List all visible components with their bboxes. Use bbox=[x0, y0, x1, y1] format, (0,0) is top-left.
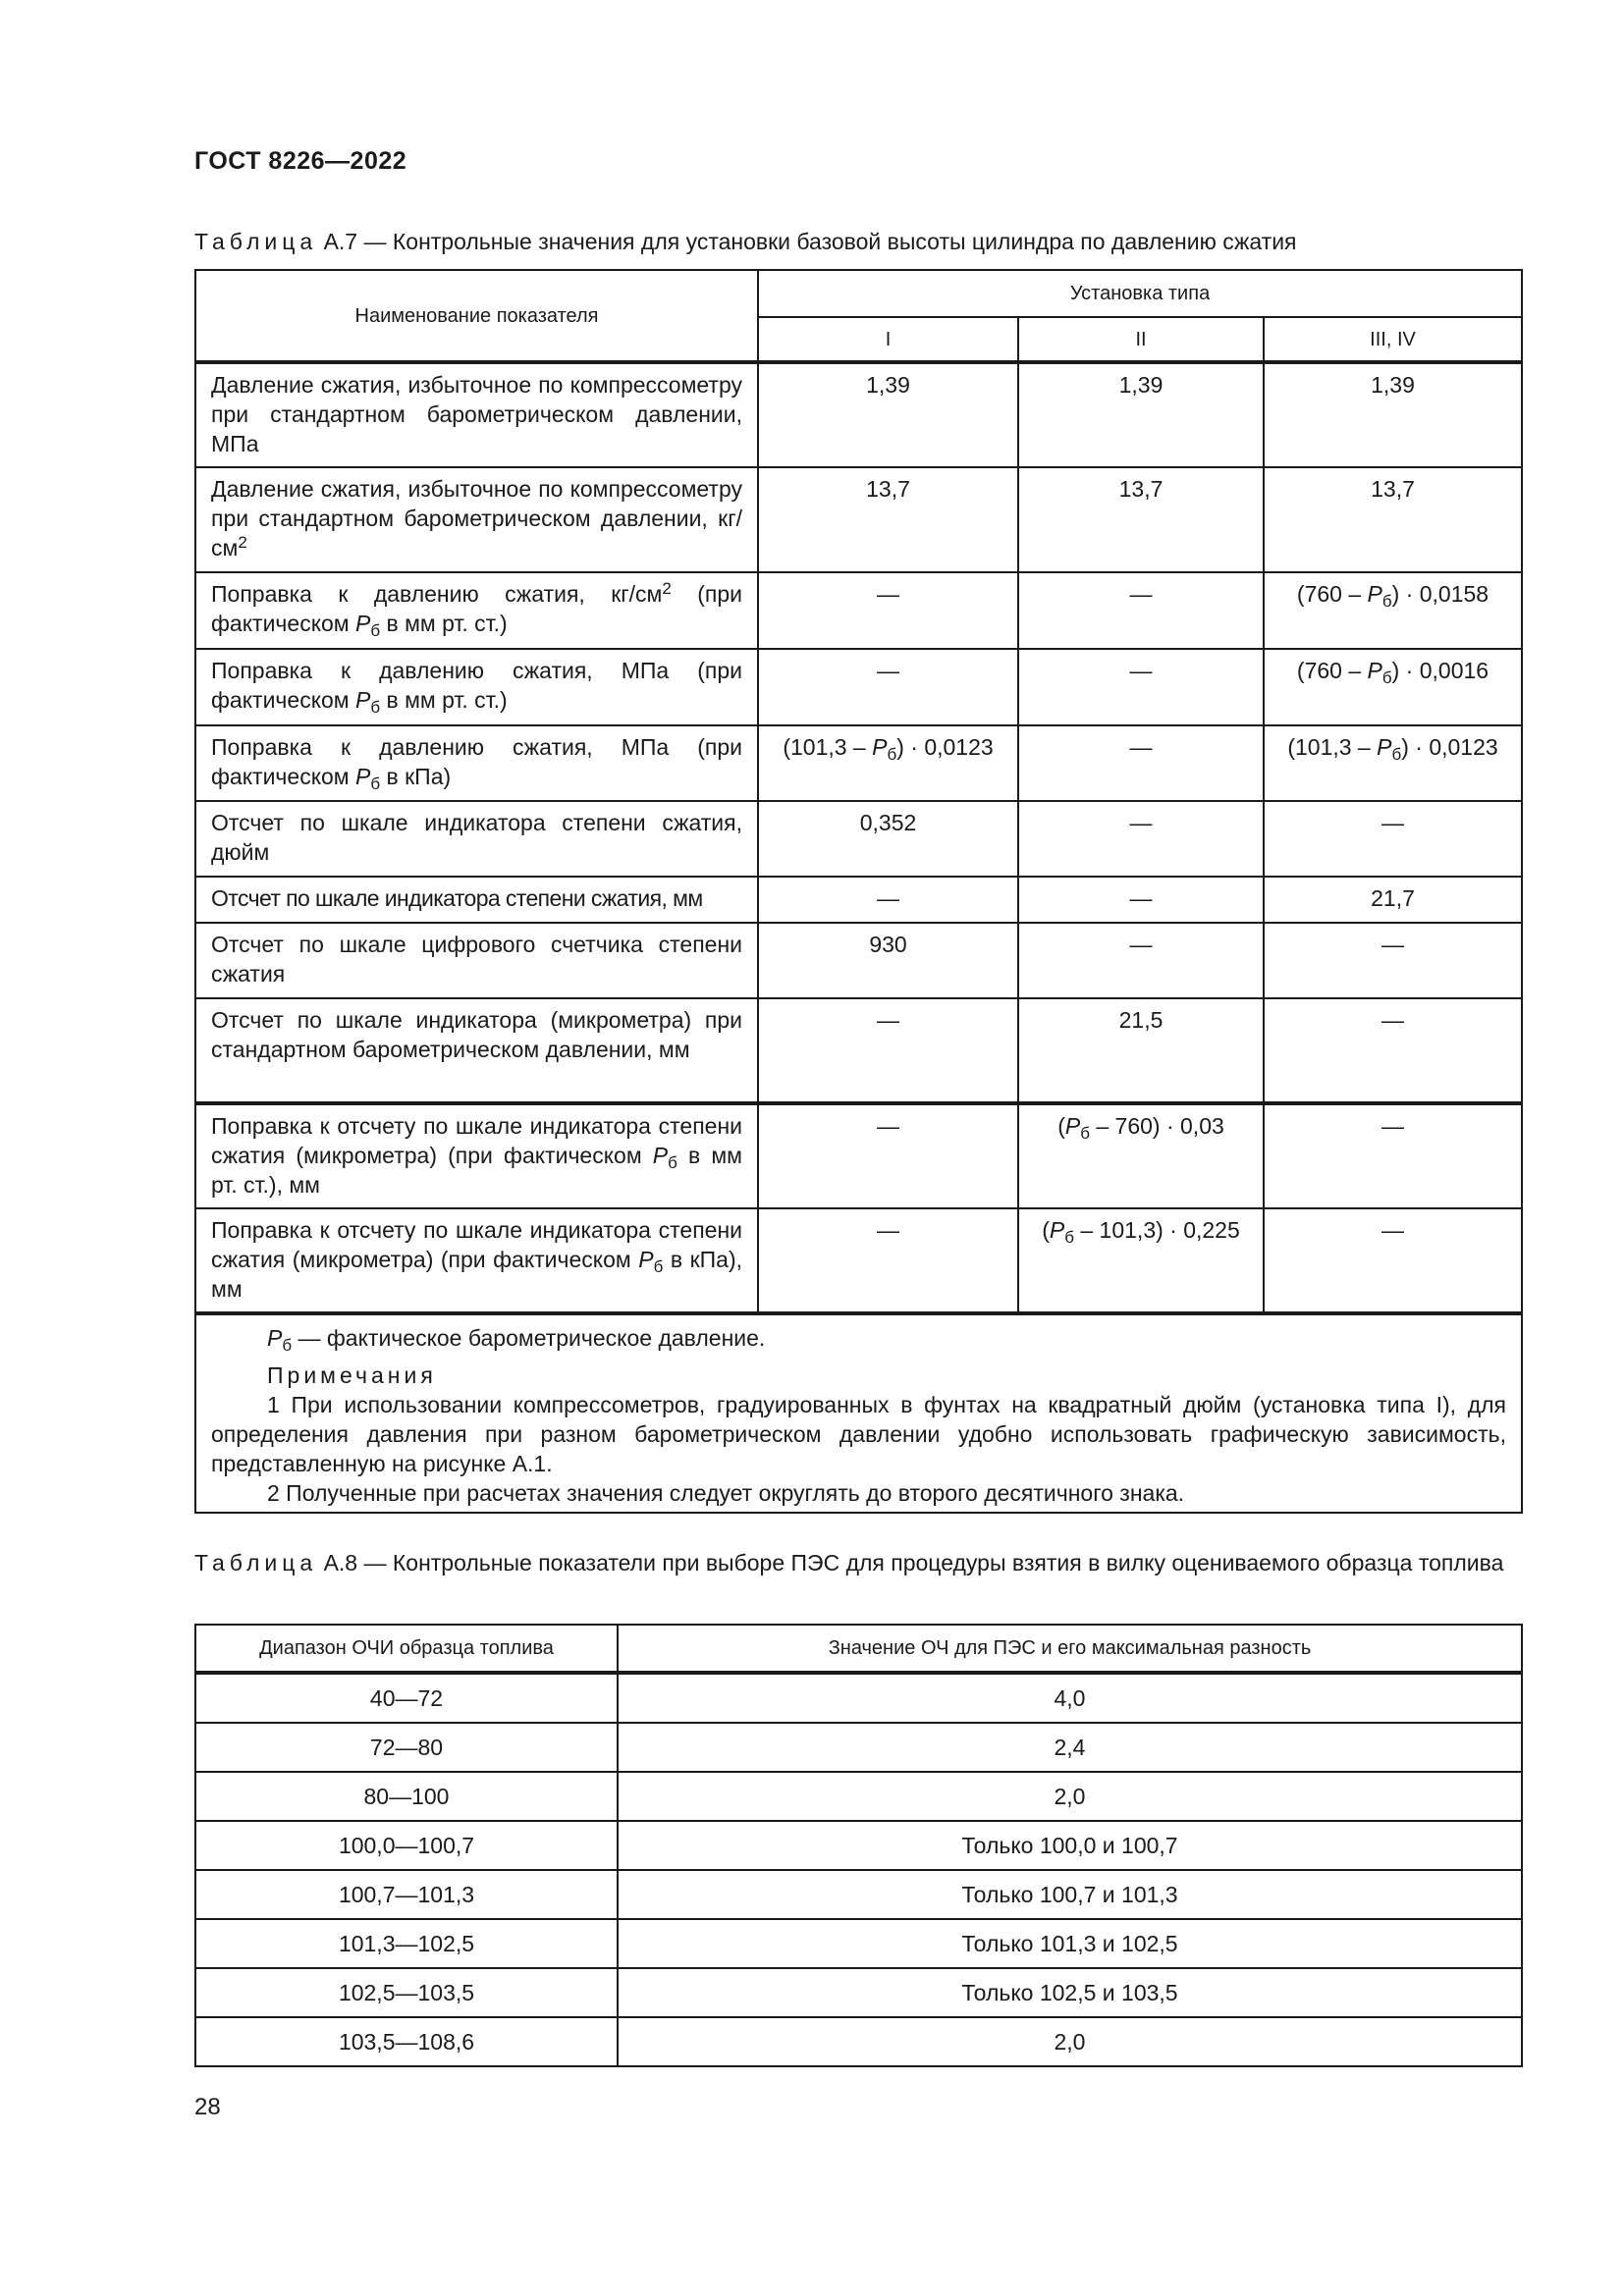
cell-value: $(101,3 - P_б) \cdot 0,0123$ bbox=[758, 725, 1018, 801]
cell-value: — bbox=[1018, 877, 1264, 923]
cell-value: 4,0 bbox=[618, 1673, 1522, 1723]
row-name: Давление сжатия, избыточное по компрессометру при стандартном барометрическом давлении, $кг/см^2$ bbox=[195, 467, 758, 572]
table-row bbox=[195, 923, 1522, 998]
cell-value: — bbox=[1018, 725, 1264, 801]
row-name: Поправка к давлению сжатия, $кг/см^2$ (при фактическом $P_б$ в мм рт. ст.) bbox=[195, 572, 758, 649]
table-a7-caption: Таблица А.7 — Контрольные значения для установки базовой высоты цилиндра по давлению сжатия bbox=[194, 229, 1297, 254]
row-name: Поправка к давлению сжатия, МПа (при фактическом $P_б$ в мм рт. ст.) bbox=[195, 649, 758, 725]
row-name: Отсчет по шкале цифрового счетчика степени сжатия bbox=[195, 923, 758, 998]
table-a8 bbox=[194, 1624, 1523, 2067]
header-type-3-4: III, IV bbox=[1264, 317, 1522, 362]
page-number: 28 bbox=[194, 2094, 221, 2120]
row-name: Отсчет по шкале индикатора (микрометра) при стандартном барометрическом давлении, мм bbox=[195, 998, 758, 1103]
table-notes bbox=[195, 1313, 1522, 1513]
table-row bbox=[195, 1723, 1522, 1772]
table-row bbox=[195, 877, 1522, 923]
cell-value: — bbox=[1264, 801, 1522, 877]
cell-value: — bbox=[758, 1208, 1018, 1313]
cell-value: 1,39 bbox=[758, 362, 1018, 467]
header-fuel-range: Диапазон ОЧИ образца топлива bbox=[195, 1625, 618, 1673]
cell-value: — bbox=[1018, 649, 1264, 725]
table-row bbox=[195, 572, 1522, 649]
cell-value: 21,5 bbox=[1018, 998, 1264, 1103]
cell-range: 100,7—101,3 bbox=[195, 1870, 618, 1919]
table-a7 bbox=[194, 269, 1523, 1514]
table-row bbox=[195, 1919, 1522, 1968]
table-row bbox=[195, 801, 1522, 877]
cell-value: — bbox=[1018, 923, 1264, 998]
table-row bbox=[195, 1870, 1522, 1919]
cell-value: $(760 - P_б) \cdot 0,0016$ bbox=[1264, 649, 1522, 725]
cell-value: Только 101,3 и 102,5 bbox=[618, 1919, 1522, 1968]
notes-row bbox=[195, 1313, 1522, 1513]
cell-value: 2,0 bbox=[618, 2017, 1522, 2066]
cell-range: 103,5—108,6 bbox=[195, 2017, 618, 2066]
cell-value: 0,352 bbox=[758, 801, 1018, 877]
notes-heading: Примечания bbox=[267, 1362, 437, 1388]
cell-value: $(P_б - 760) \cdot 0,03$ bbox=[1018, 1103, 1264, 1208]
table-row bbox=[195, 362, 1522, 467]
cell-range: 101,3—102,5 bbox=[195, 1919, 618, 1968]
footnote: $P_б$ — фактическое барометрическое давление. bbox=[267, 1325, 766, 1355]
cell-value: — bbox=[758, 572, 1018, 649]
cell-value: 930 bbox=[758, 923, 1018, 998]
table-row bbox=[195, 1208, 1522, 1313]
cell-value: 21,7 bbox=[1264, 877, 1522, 923]
cell-value: $(101,3 - P_б) \cdot 0,0123$ bbox=[1264, 725, 1522, 801]
header-installation-type: Установка типа bbox=[758, 270, 1522, 317]
cell-value: Только 100,0 и 100,7 bbox=[618, 1821, 1522, 1870]
cell-value: 13,7 bbox=[1264, 467, 1522, 572]
standard-title: ГОСТ 8226—2022 bbox=[194, 147, 407, 175]
cell-range: 40—72 bbox=[195, 1673, 618, 1723]
cell-value: — bbox=[1018, 572, 1264, 649]
note-1: 1 При использовании компрессометров, градуированных в фунтах на квадратный дюйм (установка типа I), для определения давления при разном барометрическом давлении удобно использовать графическую зависимость, представленную на рисунке А.1. bbox=[211, 1392, 1506, 1476]
header-reference-value: Значение ОЧ для ПЭС и его максимальная разность bbox=[618, 1625, 1522, 1673]
row-name: Отсчет по шкале индикатора степени сжатия, дюйм bbox=[195, 801, 758, 877]
table-row bbox=[195, 649, 1522, 725]
cell-value: 13,7 bbox=[1018, 467, 1264, 572]
table-row bbox=[195, 1968, 1522, 2017]
cell-value: — bbox=[1264, 923, 1522, 998]
row-name: Поправка к давлению сжатия, МПа (при фактическом $P_б$ в кПа) bbox=[195, 725, 758, 801]
cell-value: 2,4 bbox=[618, 1723, 1522, 1772]
row-name: Отсчет по шкале индикатора степени сжатия, мм bbox=[195, 877, 758, 923]
table-a8-caption: Таблица А.8 — Контрольные показатели при выборе ПЭС для процедуры взятия в вилку оцениваемого образца топлива bbox=[194, 1550, 1504, 1575]
row-name: Давление сжатия, избыточное по компрессометру при стандартном барометрическом давлении, МПа bbox=[195, 362, 758, 467]
cell-range: 80—100 bbox=[195, 1772, 618, 1821]
header-indicator-name: Наименование показателя bbox=[195, 270, 758, 362]
header-type-2: II bbox=[1018, 317, 1264, 362]
table-row bbox=[195, 1673, 1522, 1723]
table-row bbox=[195, 467, 1522, 572]
cell-value: — bbox=[1018, 801, 1264, 877]
cell-value: — bbox=[758, 998, 1018, 1103]
cell-value: Только 100,7 и 101,3 bbox=[618, 1870, 1522, 1919]
table-row bbox=[195, 2017, 1522, 2066]
row-name: Поправка к отсчету по шкале индикатора степени сжатия (микрометра) (при фактическом $P_б$ в мм рт. ст.), мм bbox=[195, 1103, 758, 1208]
cell-value: — bbox=[1264, 1208, 1522, 1313]
cell-range: 102,5—103,5 bbox=[195, 1968, 618, 2017]
row-name: Поправка к отсчету по шкале индикатора степени сжатия (микрометра) (при фактическом $P_б$ в кПа), мм bbox=[195, 1208, 758, 1313]
cell-value: 2,0 bbox=[618, 1772, 1522, 1821]
header-type-1: I bbox=[758, 317, 1018, 362]
cell-value: 1,39 bbox=[1018, 362, 1264, 467]
table-row bbox=[195, 1772, 1522, 1821]
cell-value: 13,7 bbox=[758, 467, 1018, 572]
table-row bbox=[195, 998, 1522, 1103]
cell-range: 72—80 bbox=[195, 1723, 618, 1772]
cell-value: 1,39 bbox=[1264, 362, 1522, 467]
table-row bbox=[195, 1103, 1522, 1208]
cell-value: $(P_б - 101,3) \cdot 0,225$ bbox=[1018, 1208, 1264, 1313]
cell-value: — bbox=[758, 649, 1018, 725]
table-row bbox=[195, 1821, 1522, 1870]
note-2: 2 Полученные при расчетах значения следует округлять до второго десятичного знака. bbox=[267, 1480, 1185, 1506]
cell-value: $(760 - P_б) \cdot 0,0158$ bbox=[1264, 572, 1522, 649]
cell-value: — bbox=[758, 877, 1018, 923]
cell-value: — bbox=[1264, 998, 1522, 1103]
cell-value: — bbox=[758, 1103, 1018, 1208]
cell-value: Только 102,5 и 103,5 bbox=[618, 1968, 1522, 2017]
cell-value: — bbox=[1264, 1103, 1522, 1208]
cell-range: 100,0—100,7 bbox=[195, 1821, 618, 1870]
table-row bbox=[195, 725, 1522, 801]
